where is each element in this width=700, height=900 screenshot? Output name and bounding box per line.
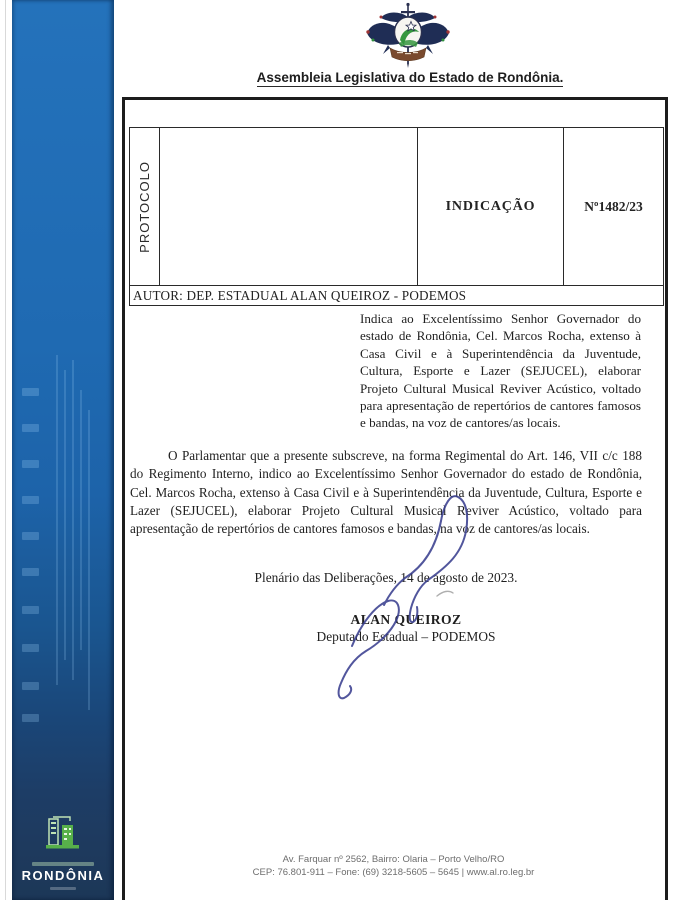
sidebar-decor-glyph <box>22 606 39 614</box>
sidebar-decor-line <box>80 390 82 650</box>
signer-title: Deputado Estadual – PODEMOS <box>316 629 496 644</box>
signer-name: ALAN QUEIROZ <box>350 612 462 627</box>
institution-title-text: Assembleia Legislativa do Estado de Rondônia. <box>256 70 564 85</box>
signer-block <box>150 612 662 645</box>
sidebar-decor-line <box>72 360 74 680</box>
protocolo-cell <box>130 128 160 285</box>
protocol-table <box>129 127 664 306</box>
institution-title <box>140 70 680 85</box>
buildings-icon <box>43 810 83 854</box>
sidebar-blue-banner <box>12 0 114 900</box>
sidebar-brand-text: RONDÔNIA <box>21 868 105 883</box>
doc-number-cell: Nº1482/23 <box>563 128 663 285</box>
sidebar-decor-glyph <box>22 682 39 690</box>
sidebar-decor-line <box>56 355 58 685</box>
main-paragraph: O Parlamentar que a presente subscreve, na forma Regimental do Art. 146, VII c/c 188 do Regimento Interno, indico ao Excelentíssimo Senhor Governador do estado de Rondônia, Cel. Marcos Rocha, extenso à Casa Civil e à Superintendência da Juventude, Cultura, Esporte e Lazer (SEJUCEL), elaborar Projeto Cultural Musical Reviver Acústico, voltado para apresentação de repertórios de cantores famosos e bandas, na voz de cantores/as locais. <box>130 448 642 537</box>
author-row: AUTOR: DEP. ESTADUAL ALAN QUEIROZ - PODEMOS <box>133 288 467 303</box>
sidebar-decor-line <box>64 370 66 660</box>
logo-caption-strip <box>32 862 94 866</box>
dateline: Plenário das Deliberações, 14 de agosto de 2023. <box>254 570 518 585</box>
sidebar-decor-glyph <box>22 460 39 468</box>
sidebar-decor-glyph <box>22 532 39 540</box>
sidebar-decor-glyph <box>22 568 39 576</box>
sidebar-logo-block <box>12 810 114 890</box>
summary-paragraph: Indica ao Excelentíssimo Senhor Governador do estado de Rondônia, Cel. Marcos Rocha, extenso à Casa Civil e à Superintendência da Juventude, Cultura, Esporte e Lazer (SEJUCEL), elaborar Projeto Cultural Musical Reviver Acústico, voltado para apresentação de repertórios de cantores famosos e bandas, na voz de cantores/as locais. <box>360 311 641 431</box>
protocolo-label: PROTOCOLO <box>137 160 152 253</box>
sidebar-decor-glyph <box>22 388 39 396</box>
sidebar-decor-glyph <box>22 496 39 504</box>
scan-edge-line <box>5 0 6 900</box>
protocol-table-row-main <box>130 128 663 286</box>
rondonia-coat-of-arms-icon <box>362 2 454 68</box>
sidebar-decor-glyph <box>22 424 39 432</box>
stamp-empty-cell <box>160 128 417 285</box>
logo-sub-strip <box>50 887 76 890</box>
sidebar-decor-glyph <box>22 644 39 652</box>
footer-address <box>122 853 665 879</box>
doc-type-cell: INDICAÇÃO <box>417 128 563 285</box>
footer-line-2: CEP: 76.801-911 – Fone: (69) 3218-5605 – 5645 | www.al.ro.leg.br <box>252 867 535 878</box>
sidebar-decor-line <box>88 410 90 710</box>
footer-line-1: Av. Farquar nº 2562, Bairro: Olaria – Porto Velho/RO <box>282 854 505 865</box>
sidebar-decor-glyph <box>22 714 39 722</box>
